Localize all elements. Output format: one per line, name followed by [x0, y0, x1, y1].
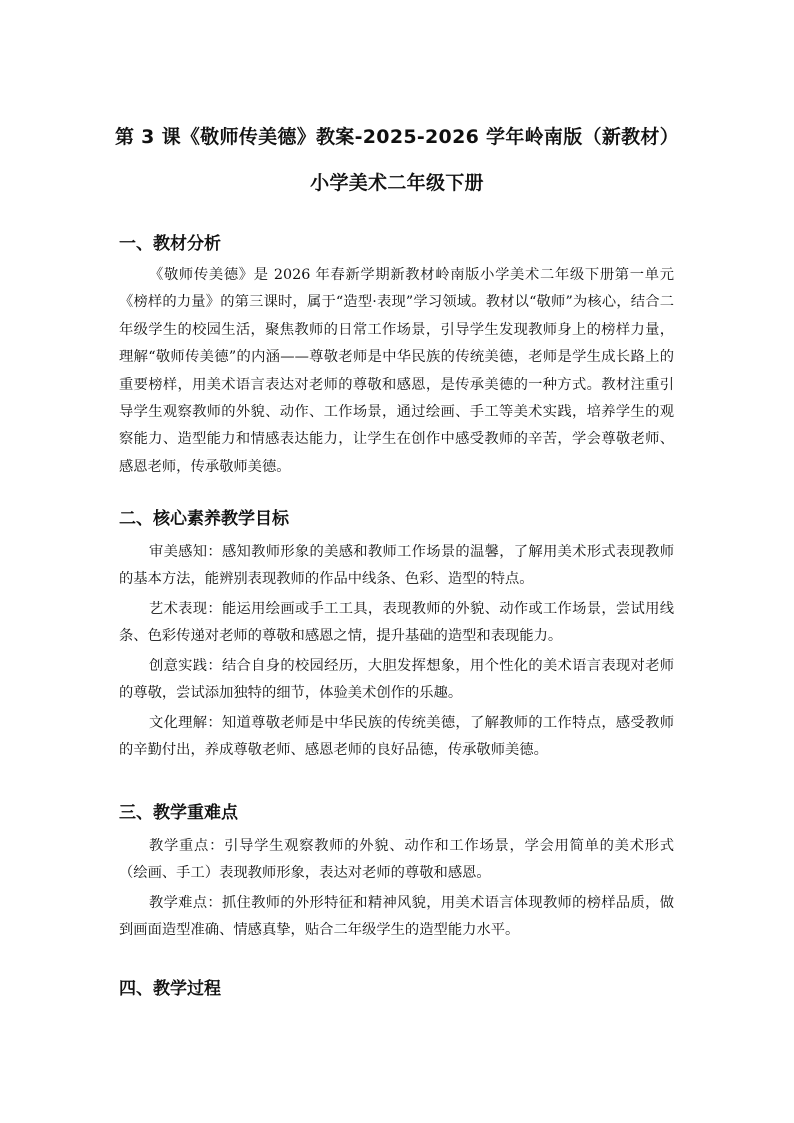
section-heading-3: 三、教学重难点 [119, 803, 238, 823]
section-heading-1: 一、教材分析 [119, 234, 221, 254]
document-title-line-2: 小学美术二年级下册 [310, 172, 484, 194]
section-3-paragraph-1: 教学重点：引导学生观察教师的外貌、动作和工作场景，学会用简单的美术形式（绘画、手工）表现教师形象，表达对老师的尊敬和感恩。 [119, 838, 674, 882]
section-1-paragraph-1: 《敬师传美德》是 2026 年春新学期新教材岭南版小学美术二年级下册第一单元《榜样的力量》的第三课时，属于“造型·表现”学习领域。教材以“敬师”为核心，结合二年级学生的校园生活，聚焦教师的日常工作场景，引导学生发现教师身上的榜样力量，理解“敬师传美德”的内涵——尊敬老师是中华民族的传统美德，老师是学生成长路上的重要榜样，用美术语言表达对老师的尊敬和感恩，是传承美德的一种方式。教材注重引导学生观察教师的外貌、动作、工作场景，通过绘画、手工等美术实践，培养学生的观察能力、造型能力和情感表达能力，让学生在创作中感受教师的辛苦，学会尊敬老师、感恩老师，传承敬师美德。 [119, 267, 674, 475]
section-heading-4: 四、教学过程 [119, 979, 221, 999]
document-title-line-1: 第 3 课《敬师传美德》教案-2025-2026 学年岭南版（新教材） [114, 126, 680, 148]
section-2-paragraph-3: 创意实践：结合自身的校园经历，大胆发挥想象，用个性化的美术语言表现对老师的尊敬，尝试添加独特的细节，体验美术创作的乐趣。 [119, 658, 674, 702]
section-heading-2: 二、核心素养教学目标 [119, 509, 289, 529]
section-2-paragraph-1: 审美感知：感知教师形象的美感和教师工作场景的温馨，了解用美术形式表现教师的基本方法，能辨别表现教师的作品中线条、色彩、造型的特点。 [119, 544, 674, 588]
section-3-paragraph-2: 教学难点：抓住教师的外形特征和精神风貌，用美术语言体现教师的榜样品质，做到画面造型准确、情感真挚，贴合二年级学生的造型能力水平。 [119, 895, 674, 939]
section-2-paragraph-4: 文化理解：知道尊敬老师是中华民族的传统美德，了解教师的工作特点，感受教师的辛勤付出，养成尊敬老师、感恩老师的良好品德，传承敬师美德。 [119, 715, 674, 759]
section-2-paragraph-2: 艺术表现：能运用绘画或手工工具，表现教师的外貌、动作或工作场景，尝试用线条、色彩传递对老师的尊敬和感恩之情，提升基础的造型和表现能力。 [119, 601, 674, 645]
